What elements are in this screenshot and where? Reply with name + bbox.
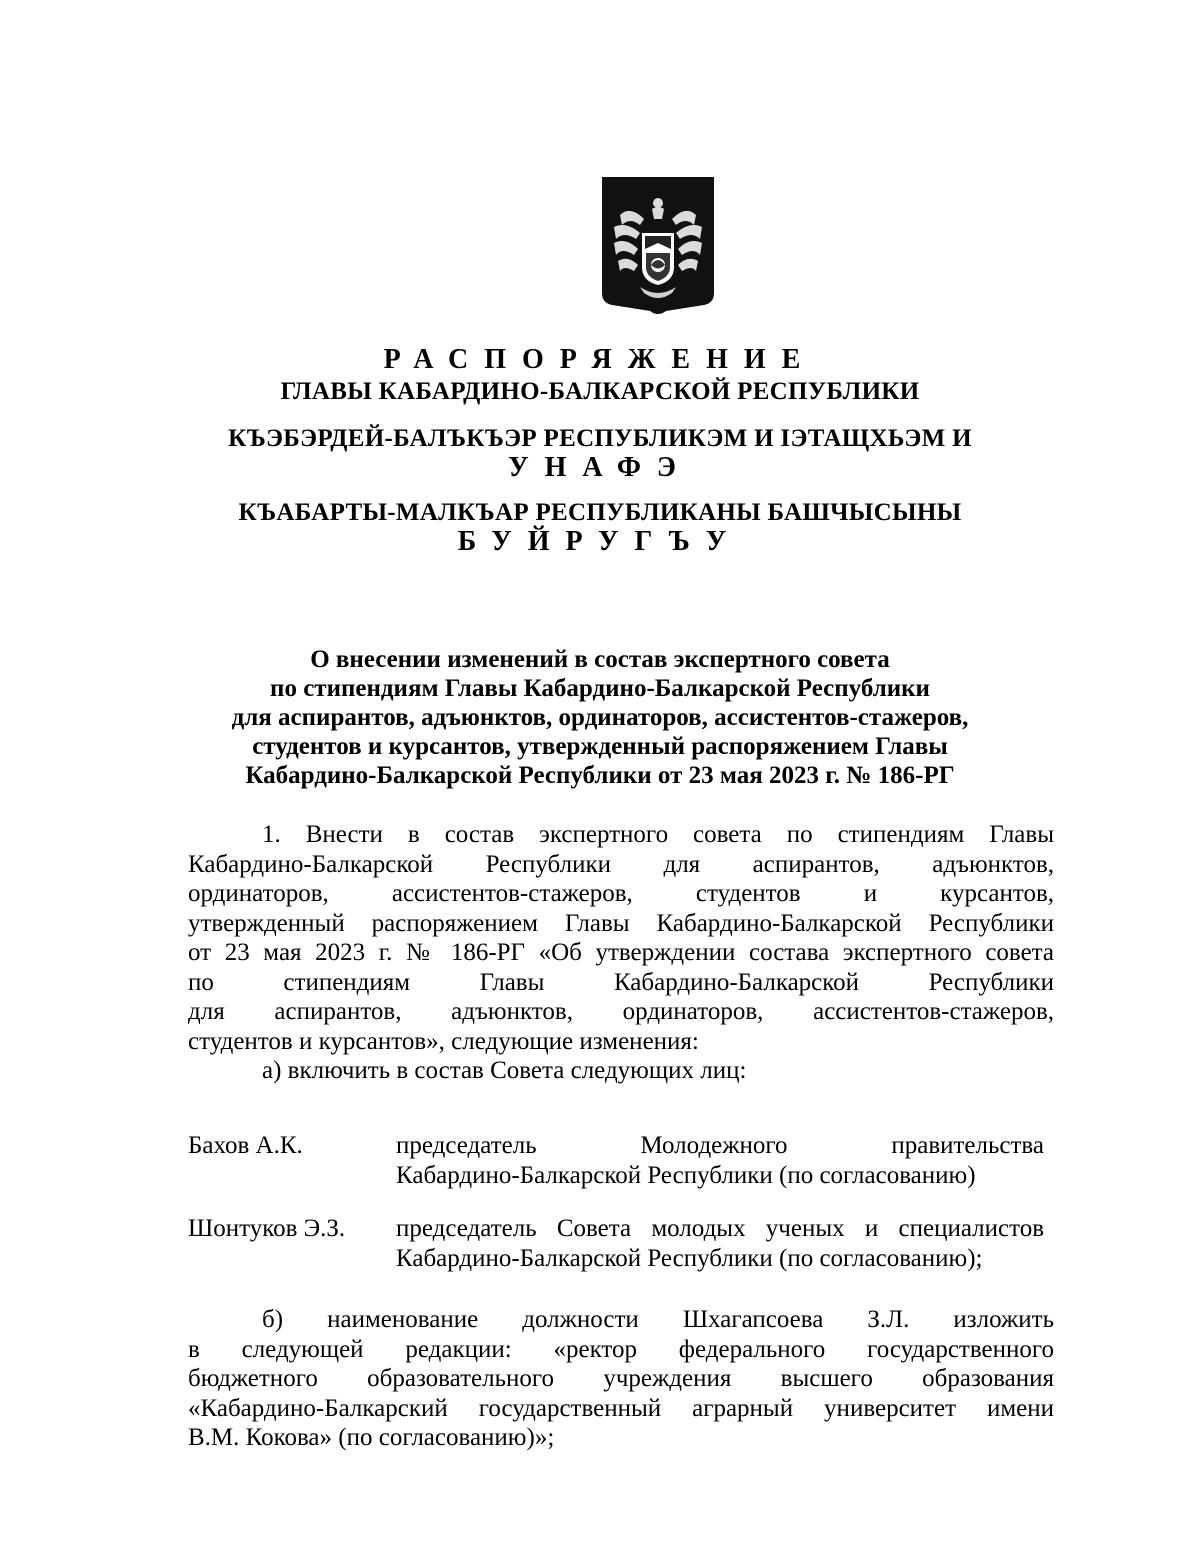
role-line: Кабардино-Балкарской Республики (по согласованию) [396, 1161, 976, 1189]
role-line: Кабардино-Балкарской Республики (по согласованию); [396, 1244, 983, 1272]
kabardian-order-word [0, 452, 1200, 484]
paragraph-line: Кабардино-Балкарской Республики для аспирантов, адъюнктов, [188, 850, 1054, 878]
paragraph-line: 1. Внести в состав экспертного совета по стипендиям Главы [262, 821, 1054, 848]
paragraph-line: ординаторов, ассистентов-стажеров, студентов и курсантов, [188, 880, 1054, 907]
role-line: председатель Молодежного правительства [396, 1132, 1044, 1159]
paragraph-b [188, 1305, 1054, 1453]
person-role [396, 1131, 1044, 1190]
item-a: а) включить в состав Совета следующих лиц: [262, 1057, 747, 1084]
title-line: Кабардино-Балкарской Республики от 23 мая 2023 г. № 186-РГ [245, 762, 955, 789]
kabardian-issuer-line [0, 424, 1200, 454]
person-name: Шонтуков Э.З. [188, 1215, 346, 1242]
paragraph-1 [188, 820, 1054, 1086]
balkar-issuer-text: КЪАБАРТЫ-МАЛКЪАР РЕСПУБЛИКАНЫ БАШЧЫСЫНЫ [238, 499, 962, 526]
paragraph-line: от 23 мая 2023 г. № 186-РГ «Об утверждении состава экспертного совета [188, 939, 1054, 966]
paragraph-line: по стипендиям Главы Кабардино-Балкарской Республики [188, 968, 1054, 996]
kabardian-issuer-text: КЪЭБЭРДЕЙ-БАЛЪКЪЭР РЕСПУБЛИКЭМ И ІЭТАЩХЬЭМ И [228, 425, 972, 452]
role-line: председатель Совета молодых ученых и специалистов [396, 1215, 1044, 1242]
title-line: для аспирантов, адъюнктов, ординаторов, ассистентов-стажеров, [231, 704, 969, 731]
person-name: Бахов А.К. [188, 1132, 303, 1159]
coat-of-arms-emblem [600, 175, 716, 319]
order-word: РАСПОРЯЖЕНИЕ [383, 344, 817, 375]
paragraph-line: В.М. Кокова» (по согласованию)»; [188, 1424, 555, 1451]
paragraph-line: бюджетного образовательного учреждения высшего образования [188, 1365, 1054, 1392]
person-role [396, 1214, 1044, 1273]
paragraph-line: студентов и курсантов», следующие изменения: [188, 1027, 699, 1055]
title-line: по стипендиям Главы Кабардино-Балкарской Республики [270, 675, 930, 702]
paragraph-line: для аспирантов, адъюнктов, ординаторов, ассистентов-стажеров, [188, 998, 1054, 1025]
paragraph-line: в следующей редакции: «ректор федерального государственного [188, 1335, 1054, 1363]
russian-issuer-line [0, 377, 1200, 407]
balkar-issuer-line [0, 498, 1200, 528]
kabardian-order-text: УНАФЭ [508, 452, 692, 483]
paragraph-line: утвержденный распоряжением Главы Кабардино-Балкарской Республики [188, 909, 1054, 937]
title-line: студентов и курсантов, утвержденный распоряжением Главы [252, 733, 948, 760]
order-heading [0, 344, 1200, 376]
paragraph-line: «Кабардино-Балкарский государственный аграрный университет имени [188, 1394, 1054, 1422]
balkar-order-word [0, 526, 1200, 558]
russian-issuer-text: ГЛАВЫ КАБАРДИНО-БАЛКАРСКОЙ РЕСПУБЛИКИ [280, 378, 920, 405]
title-line: О внесении изменений в состав экспертного совета [310, 646, 890, 673]
paragraph-line: б) наименование должности Шхагапсоева З.Л. изложить [262, 1306, 1054, 1333]
balkar-order-text: БУЙРУГЪУ [457, 526, 743, 557]
document-title [0, 645, 1200, 790]
